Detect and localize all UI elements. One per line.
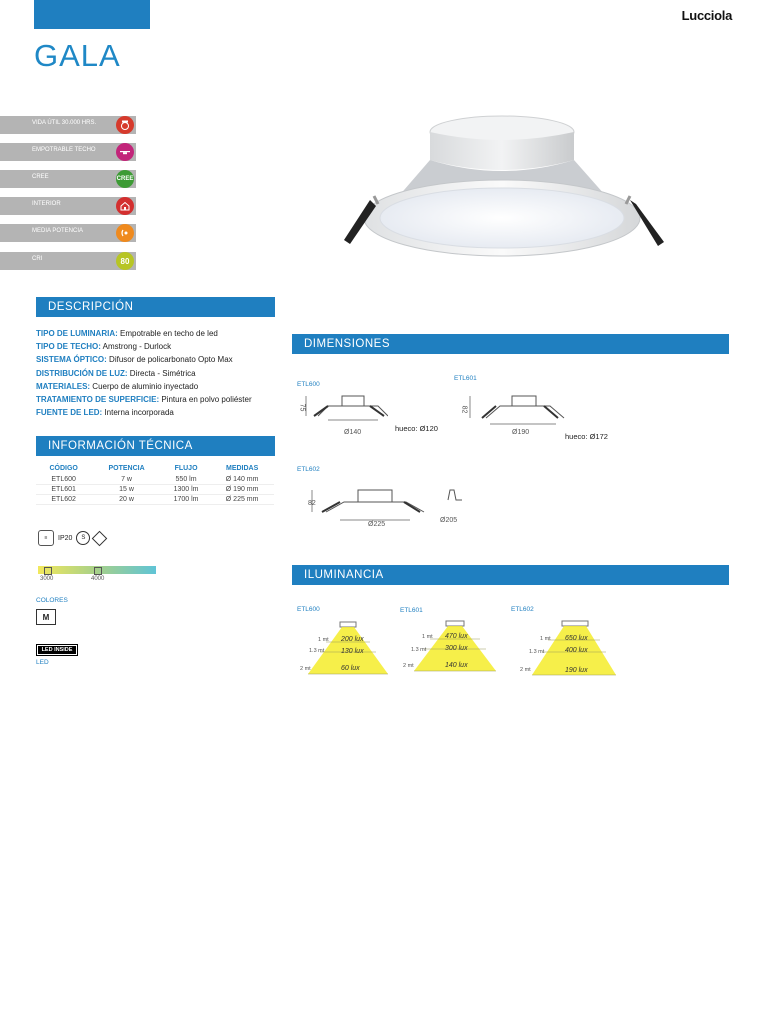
distance-label: 2 mt bbox=[520, 667, 531, 673]
dim-height: 82 bbox=[460, 405, 468, 414]
description-item: SISTEMA ÓPTICO: Difusor de policarbonato Opto Max bbox=[36, 355, 233, 365]
distance-label: 2 mt bbox=[300, 666, 311, 672]
dim-hueco: hueco: Ø120 bbox=[395, 424, 438, 433]
cct-marker-4000 bbox=[94, 567, 102, 575]
illum-model-label: ETL600 bbox=[297, 606, 320, 613]
dim-cutout: Ø205 bbox=[440, 517, 458, 524]
feature-label: INTERIOR bbox=[32, 201, 61, 207]
distance-label: 1.3 mt bbox=[309, 648, 325, 654]
cable-spec-icon: ≡ bbox=[38, 530, 54, 546]
feature-indoor bbox=[0, 197, 136, 215]
lux-value: 470 lux bbox=[445, 633, 468, 640]
cct-label-low: 3000 bbox=[40, 576, 54, 582]
lux-value: 400 lux bbox=[565, 647, 588, 654]
lux-value: 200 lux bbox=[341, 636, 364, 643]
led-inside-badge: LED INSIDE bbox=[36, 644, 78, 656]
dim-model-label: ETL600 bbox=[297, 381, 320, 388]
cct-marker-3000 bbox=[44, 567, 52, 575]
lux-value: 130 lux bbox=[341, 648, 364, 655]
product-photo bbox=[330, 100, 680, 270]
description-item: DISTRIBUCIÓN DE LUZ: Directa - Simétrica bbox=[36, 368, 196, 378]
feature-recessed bbox=[0, 143, 136, 161]
medium-power-icon bbox=[116, 224, 134, 242]
feature-cri bbox=[0, 252, 136, 270]
description-item: TIPO DE LUMINARIA: Empotrable en techo de led bbox=[36, 329, 218, 338]
dim-model-label: ETL601 bbox=[454, 375, 477, 382]
description-item: TRATAMIENTO DE SUPERFICIE: Pintura en polvo poliéster bbox=[36, 395, 252, 405]
certifications bbox=[38, 530, 105, 546]
lux-value: 60 lux bbox=[341, 665, 360, 672]
class-ii-icon bbox=[92, 530, 108, 546]
distance-label: 1 mt bbox=[318, 637, 329, 643]
lux-value: 140 lux bbox=[445, 662, 468, 669]
description-item: FUENTE DE LED: Interna incorporada bbox=[36, 408, 174, 418]
lux-value: 190 lux bbox=[565, 667, 588, 674]
feature-lifetime bbox=[0, 116, 136, 134]
cree-icon: CREE bbox=[116, 170, 134, 188]
description-list bbox=[36, 327, 276, 419]
description-heading: DESCRIPCIÓN bbox=[36, 297, 275, 317]
header-accent-bar bbox=[34, 0, 150, 29]
color-code-box: M bbox=[36, 609, 56, 625]
ip-rating: IP20 bbox=[58, 534, 73, 542]
dim-diameter: Ø140 bbox=[344, 429, 362, 436]
indoor-icon bbox=[116, 197, 134, 215]
lux-value: 300 lux bbox=[445, 645, 468, 652]
distance-label: 1.3 mt bbox=[529, 649, 545, 655]
colors-label: COLORES bbox=[36, 597, 68, 604]
feature-label: CREE bbox=[32, 174, 49, 180]
feature-label: CRI bbox=[32, 256, 43, 262]
cct-label-high: 4000 bbox=[91, 576, 105, 582]
column-header: FLUJO bbox=[174, 465, 198, 472]
dimension-drawing-etl602 bbox=[300, 486, 480, 532]
safety-cert-icon: S bbox=[76, 531, 90, 545]
cri-icon: 80 bbox=[116, 252, 134, 270]
feature-cree bbox=[0, 170, 136, 188]
dimensions-heading: DIMENSIONES bbox=[292, 334, 729, 354]
column-header: MEDIDAS bbox=[226, 465, 259, 472]
dim-height: 75 bbox=[298, 403, 306, 412]
recessed-ceiling-icon bbox=[116, 143, 134, 161]
dim-hueco: hueco: Ø172 bbox=[565, 432, 608, 441]
feature-label: EMPOTRABLE TECHO bbox=[32, 147, 96, 153]
technical-heading: INFORMACIÓN TÉCNICA bbox=[36, 436, 275, 456]
technical-table bbox=[36, 464, 274, 505]
dim-diameter: Ø190 bbox=[512, 429, 530, 436]
distance-label: 1 mt bbox=[422, 634, 433, 640]
description-item: MATERIALES: Cuerpo de aluminio inyectado bbox=[36, 381, 199, 391]
feature-medium-power bbox=[0, 224, 136, 242]
dim-model-label: ETL602 bbox=[297, 466, 320, 473]
led-label: LED bbox=[36, 659, 49, 666]
distance-label: 2 mt bbox=[403, 663, 414, 669]
dimension-drawing-etl600 bbox=[298, 392, 388, 440]
illum-model-label: ETL602 bbox=[511, 606, 534, 613]
description-item: TIPO DE TECHO: Amstrong - Durlock bbox=[36, 342, 172, 352]
table-row: ETL601 15 w 1300 lm Ø 190 mm bbox=[36, 485, 274, 495]
lux-value: 650 lux bbox=[565, 635, 588, 642]
illuminance-heading: ILUMINANCIA bbox=[292, 565, 729, 585]
column-header: CÓDIGO bbox=[49, 465, 78, 472]
lifetime-icon bbox=[116, 116, 134, 134]
product-title: GALA bbox=[34, 38, 121, 73]
table-header-row bbox=[36, 464, 274, 475]
dim-diameter: Ø225 bbox=[368, 521, 386, 528]
table-row: ETL602 20 w 1700 lm Ø 225 mm bbox=[36, 495, 274, 505]
distance-label: 1 mt bbox=[540, 636, 551, 642]
feature-label: MEDIA POTENCIA bbox=[32, 228, 84, 234]
column-header: POTENCIA bbox=[108, 465, 145, 472]
table-row: ETL600 7 w 550 lm Ø 140 mm bbox=[36, 475, 274, 485]
dim-height: 82 bbox=[308, 500, 316, 507]
distance-label: 1.3 mt bbox=[411, 647, 427, 653]
illum-model-label: ETL601 bbox=[400, 607, 423, 614]
feature-label: VIDA ÚTIL 30.000 HRS. bbox=[32, 120, 97, 126]
brand-logo: Lucciola bbox=[681, 8, 732, 23]
